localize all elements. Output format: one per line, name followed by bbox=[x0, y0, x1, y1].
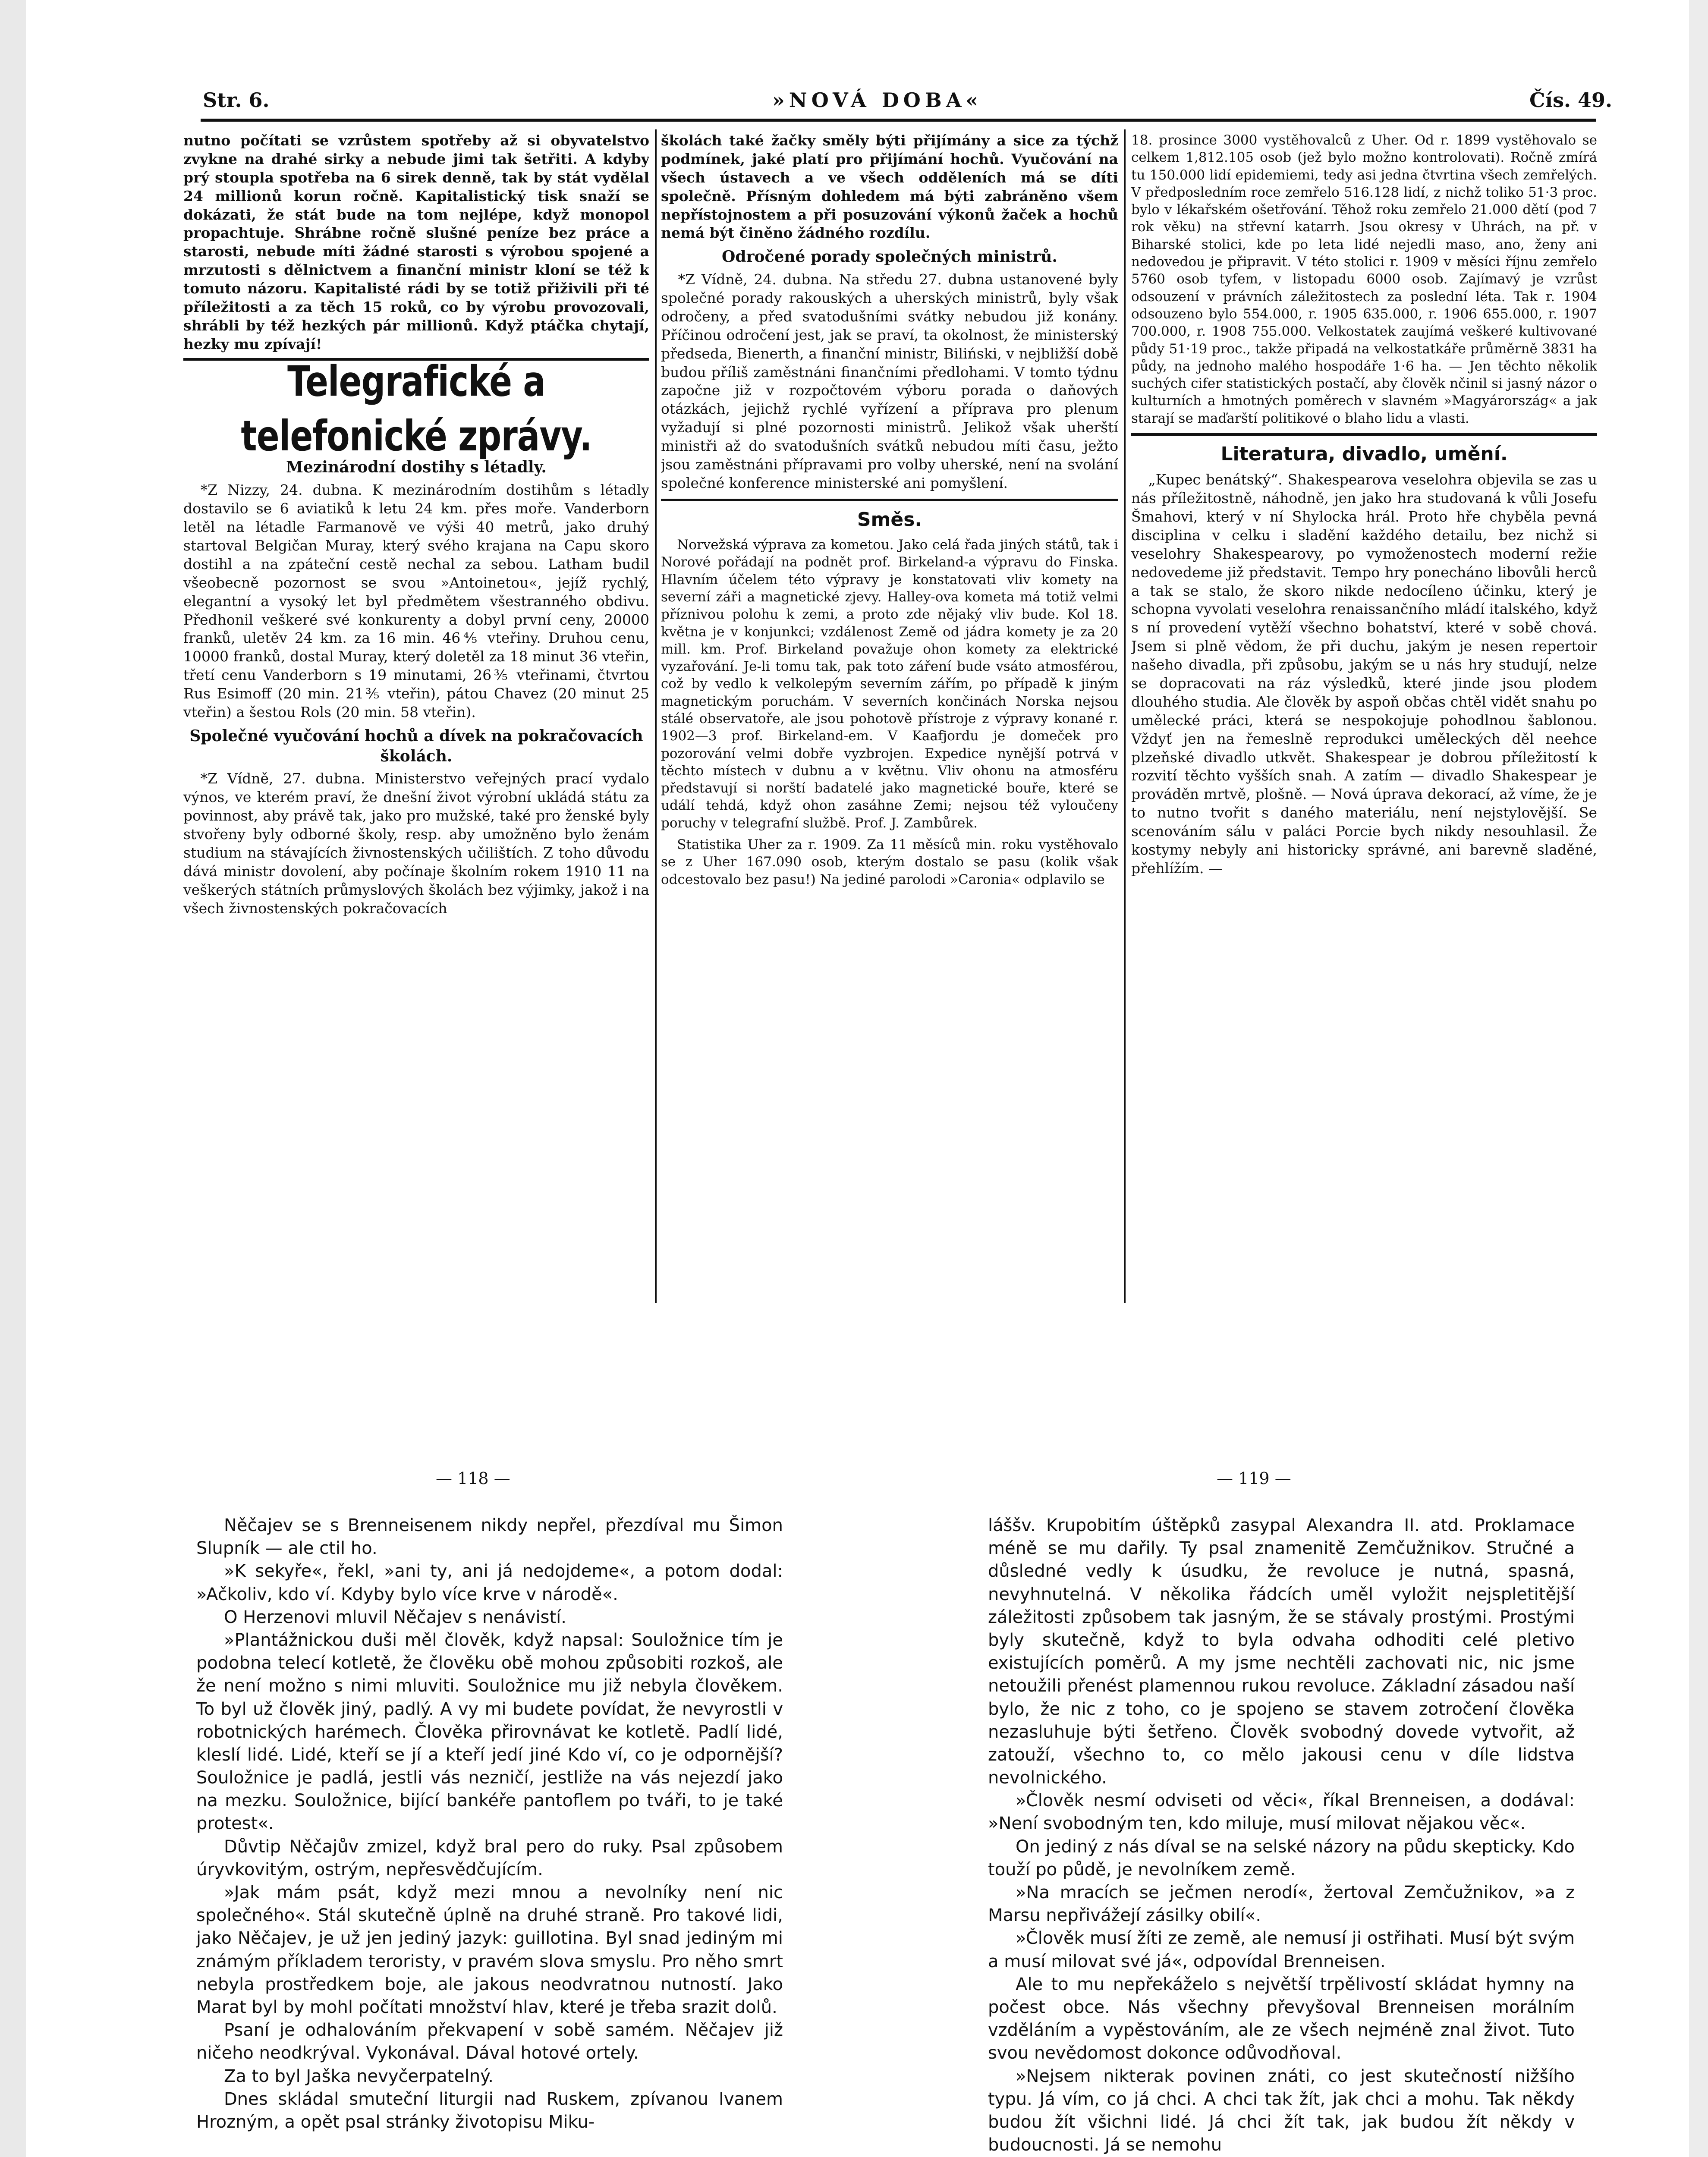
page-label: Str. 6. bbox=[203, 88, 270, 112]
column-1 bbox=[183, 132, 649, 1305]
novel-right-paragraph: »Člověk nesmí odviseti od věci«, říkal Brenneisen, a dodával: »Není svobodným ten, kdo miluje, musí milovat nějakou věc«. bbox=[988, 1791, 1575, 1834]
col2-subheading-1: Odročené porady společných ministrů. bbox=[722, 248, 1057, 266]
section-rule-2 bbox=[661, 499, 1118, 501]
col3-paragraph-2: „Kupec benátský“. Shakespearova veselohra objevila se zas u nás příležitostně, náhodně, jen jako hra studovaná k vůli Josefu Šmahovi, který v ní Shylocka hrál. Proto hře chyběla pevná disciplina v celku i sladění každého detailu, bez nichž si veselohry Shakespearovy, po vymoženostech moderní režie nedovedeme již představit. Tempo hry ponecháno libovůli herců a tak se stalo, že skoro nikde nedocíleno účinku, který je schopna vyvolati veselohra renaissančního mládí italského, když s ní provedení vytěží všechno bohatství, které v sobě chová. Jsem si plně vědom, že při duchu, jakým je nesen repertoir našeho divadla, při způsobu, jakým se u nás hry studují, nelze se dopracovati na ráz výsledků, které jinde jsou plodem dlouhého studia. Ale člověk by aspoň občas chtěl vidět snahu po umělecké práci, která se nespokojuje pohodlnou šablonou. Vždyť jen na řemeslně reprodukci uměleckých děl neehce plzeňské divadlo utkvět. Shakespear je dobrou příležitostí k rozvití těchto vyšších snah. A zatím — divadlo Shakespear je prováděn mrtvě, plošně. — Nová úprava dekorací, až víme, že je to nutno tvořit s daného materiálu, není nejstylovější. Se scenováním sálu v paláci Porcie bych nikdy nesouhlasil. Že kostymy nebyly ani historicky správné, ani barevně sladěné, přehlížím. — bbox=[1131, 471, 1597, 877]
novel-left-paragraph: Něčajev se s Brenneisenem nikdy nepřel, přezdíval mu Šimon Slupník — ale ctil ho. bbox=[196, 1516, 783, 1559]
scan-left-margin bbox=[0, 0, 26, 2157]
novel-left-paragraph: »Plantážnickou duši měl člověk, když napsal: Souložnice tím je podobna telecí kotletě, že člověku obě mohou způsobiti rozkoš, ale že není možno s nimi mluviti. Souložnice mu již nebyla člověkem. To byl už člověk jiný, padlý. A vy mi budete povídat, že nevyrostli v robotnických harémech. Člověka přirovnávat ke kotletě. Padlí lidé, kleslí lidé. Lidé, kteří se jí a kteří jedí jiné Kdo ví, co je odpornější? Souložnice je padlá, jestli vás nezničí, jestliže na vás nejezdí jako na mezku. Souložnice, bijící bankéře pantoflem po tváři, to je také protest«. bbox=[196, 1630, 783, 1834]
novel-right-paragraph: »Na mracích se ječmen nerodí«, žertoval Zemčužnikov, »a z Marsu nepřivážejí zásilky obilí«. bbox=[988, 1883, 1575, 1926]
col3-paragraph-1: 18. prosince 3000 vystěhovalců z Uher. Od r. 1899 vystěhovalo se celkem 1,812.105 osob (jež bylo možno kontrolovati). Ročně zmírá tu 150.000 lidí epidemiemi, tedy asi jedna čtvrtina všech zemřelých. V předposledním roce zemřelo 516.128 lidí, z nichž toliko 51·3 proc. bylo v lékařském ošetřování. Těhož roku zemřelo 21.000 dětí (pod 7 rok věku) na střevní katarrh. Jsou okresy v Uhrách, na př. v Biharské stolici, kde po leta lidé nejedli maso, ano, ženy ani nedovedou je připravit. V této stolici r. 1909 v měsíci říjnu zemřelo 5760 osob tyfem, v listopadu 6000 osob. Zajímavý je vzrůst odsouzení v právních záležitostech za poslední léta. Tak r. 1904 odsouzeno bylo 554.000, r. 1905 635.000, r. 1906 655.000, r. 1907 700.000, r. 1908 755.000. Velkostatek zaujímá veškeré kultivované půdy 51·19 proc., takže připadá na velkostatkáře průměrně 3831 ha půdy, na jednoho malého hospodáře 1·6 ha. — Jen těchto několik suchých cifer statistických postačí, aby člověk nčinil si jasný názor o kulturních a hmotných poměrech v slavném »Magyárország« a jak starají se maďarští politikové o blaho lidu a vlasti. bbox=[1131, 132, 1597, 426]
col1-paragraph-1: nutno počítati se vzrůstem spotřeby až si obyvatelstvo zvykne na drahé sirky a nebude jimi tak šetřiti. A kdyby prý stoupla spotřeba na 6 sirek denně, tak by stát vydělal 24 millionů korun ročně. Kapitalistický tisk snaží se dokázati, že stát bude na tom nejlépe, když monopol propachtuje. Shrábne ročně slušné peníze bez práce a starosti, nebude míti žádné starosti s výrobou spojené a mrzutosti s dělnictvem a finanční ministr kloní se též k tomuto názoru. Kapitalisté rádi by se totiž přiživili při té příležitosti a za těch 15 roků, co by výrobu provozovali, shrábli by též hezkých pár millionů. Když ptáčka chytají, hezky mu zpívají! bbox=[183, 132, 649, 352]
novel-right-paragraph: Ale to mu nepřekáželo s největší trpělivostí skládat hymny na počest obce. Nás všechny převyšoval Brenneisen morálním vzděláním a vypěstováním, ale ze všech nejméně znal život. Tuto svou nevědomost dokonce odůvodňoval. bbox=[988, 1974, 1575, 2063]
section-rule-3 bbox=[1131, 433, 1597, 436]
novel-right-paragraph: »Člověk musí žíti ze země, ale nemusí ji ostřihati. Musí být svým a musí milovat své já«, odpovídal Brenneisen. bbox=[988, 1928, 1575, 1971]
literature-heading: Literatura, divadlo, umění. bbox=[1220, 443, 1508, 465]
col2-paragraph-2: *Z Vídně, 24. dubna. Na středu 27. dubna ustanovené byly společné porady rakouských a uherských ministrů, byly však odročeny, a před svatodušními svátky nebudou již konány. Příčinou odročení jest, jak se praví, ta okolnost, že ministerský předseda, Bienerth, a finanční ministr, Biliński, v nejbližší době budou příliš zaměstnáni finančními předlohami. V tomto týdnu započne již v rozpočtovém výboru porada o daňových otázkách, jejichž rychlé vyřízení a příprava pro plenum vyžadují si plné pozornosti ministrů. Jelikož však uherští ministři až do svatodušních svátků nebudou míti času, ježto jsou zaměstnáni přípravami pro volby uherské, není na svolání společné konference ministerské ani pomyšlení. bbox=[661, 271, 1118, 491]
novel-right-paragraph: láššv. Krupobitím úštěpků zasypal Alexandra II. atd. Proklamace méně se mu dařily. Ty psal znamenitě Zemčužnikov. Stručné a důsledné vedly k úsudku, že revoluce je nutná, spasná, nevyhnutelná. V několika řádcích uměl vyložit nejspletitější záležitosti způsobem tak jasným, že se stávaly prostými. Prostými byly skutečně, když to byla odvaha odhoditi celé pletivo existujících poměrů. A my jsme nechtěli zachovati nic, nic jsme netoužili přenést plamennou rukou revoluce. Základní zásadou naší bylo, že nic z toho, co je spojeno se stavem zotročení člověka nezasluhuje býti šetřeno. Člověk svobodný dovede vytvořit, až zatouží, všechno to, co mělo jakousi cenu v díle lidstva nevolnického. bbox=[988, 1516, 1575, 1788]
left-page-number: — 118 — bbox=[436, 1469, 510, 1488]
col1-subheading-1: Mezinárodní dostihy s létadly. bbox=[286, 458, 547, 477]
scan-right-margin bbox=[1689, 0, 1708, 2157]
novel-right-page bbox=[988, 1514, 1575, 2157]
smes-heading: Směs. bbox=[857, 508, 922, 531]
column-divider-2 bbox=[1124, 129, 1126, 1303]
novel-left-paragraph: »K sekyře«, řekl, »ani ty, ani já nedojdeme«, a potom dodal: »Ačkoliv, kdo ví. Kdyby bylo více krve v národě«. bbox=[196, 1561, 783, 1604]
newspaper-title: »NOVÁ DOBA« bbox=[772, 88, 983, 112]
column-2 bbox=[661, 132, 1118, 1305]
novel-left-paragraph: Důvtip Něčajův zmizel, když bral pero do ruky. Psal způsobem úryvkovitým, ostrým, nepřesvědčujícím. bbox=[196, 1836, 783, 1880]
col2-paragraph-1: školách také žačky směly býti přijímány a sice za týchž podmínek, jaké platí pro přijímání hochů. Vyučování na všech ústavech a ve všech odděleních má se díti společně. Přísným dohledem má býti zabráněno všem nepřístojnostem a při posuzování výkonů žaček a hochů nemá být činěno žádného rozdílu. bbox=[661, 132, 1118, 242]
novel-left-paragraph: Za to byl Jaška nevyčerpatelný. bbox=[224, 2066, 494, 2086]
novel-left-paragraph: »Jak mám psát, když mezi mnou a nevolníky není nic společného«. Stál skutečně úplně na druhé straně. Pro takové lidi, jako Něčajev, je už jen jediný jazyk: guillotina. Byl snad jediným mi známým příkladem teroristy, v pravém slova smyslu. Pro něho smrt nebyla prostředkem boje, ale jakous neodvratnou nutností. Jako Marat byl by mohl počítati množství hlav, které je třeba srazit dolů. bbox=[196, 1883, 783, 2017]
column-divider-1 bbox=[655, 129, 657, 1303]
right-page-number: — 119 — bbox=[1217, 1469, 1291, 1488]
novel-left-paragraph: Psaní je odhalováním překvapení v sobě samém. Něčajev již ničeho neodkrýval. Vykonával. Dával hotové ortely. bbox=[196, 2020, 783, 2063]
col1-paragraph-3: *Z Vídně, 27. dubna. Ministerstvo veřejných prací vydalo výnos, ve kterém praví, že dnešní život výrobní ukládá státu za povinnost, aby právě tak, jako pro mužské, také pro ženské byly stvořeny byly odborné školy, resp. aby umožněno bylo ženám studium na stávajících živnostenských učilištích. Z toho důvodu dává ministr dovolení, aby počínaje školním rokem 1910 11 na veškerých státních průmyslových školách bez výjimky, jakož i na všech živnostenských pokračovacích bbox=[183, 770, 649, 917]
col2-paragraph-4: Statistika Uher za r. 1909. Za 11 měsíců min. roku vystěhovalo se z Uher 167.090 osob, kterým dostalo se pasu (kolik však odcestovalo bez pasu!) Na jediné parolodi »Caronia« odplavilo se bbox=[661, 837, 1118, 887]
col1-paragraph-2: *Z Nizzy, 24. dubna. K mezinárodním dostihům s létadly dostavilo se 6 aviatiků k letu 24 km. přes moře. Vanderborn letěl na létadle Farmanově ve výši 40 metrů, jako druhý startoval Belgičan Muray, který svého krajana na Capu skoro dostihl a na zpáteční cestě nechal za sebou. Latham budil všeobecně pozornost se svou »Antoinetou«, jejíž rychlý, elegantní a vysoký let byl předmětem všestranného obdivu. Předhonil veškeré své konkurenty a dobyl první ceny, 20000 franků, uletěv 24 km. za 16 min. 46⅘ vteřiny. Druhou cenu, 10000 franků, dostal Muray, který doletěl za 18 minut 36 vteřin, třetí cenu Vanderborn s 19 minutami, 26⅗ vteřinami, čtvrtou Rus Esimoff (20 min. 21⅗ vteřin), pátou Chavez (20 minut 25 vteřin) a šestou Rols (20 min. 58 vteřin). bbox=[183, 481, 649, 720]
novel-left-paragraph: O Herzenovi mluvil Něčajev s nenávistí. bbox=[224, 1607, 566, 1627]
novel-right-paragraph: »Nejsem nikterak povinen znáti, co jest skutečností nižšího typu. Já vím, co já chci. A chci tak žít, jak chci a mohu. Tak někdy budou žít všichni lidé. Já chci žít tak, jak budou žít někdy v budoucnosti. Já se nemohu bbox=[988, 2066, 1575, 2155]
issue-label: Čís. 49. bbox=[1529, 88, 1613, 112]
novel-left-page bbox=[196, 1514, 783, 2157]
novel-right-paragraph: On jediný z nás díval se na selské názory na půdu skepticky. Kdo touží po půdě, je nevolníkem země. bbox=[988, 1836, 1575, 1880]
col1-subheading-2: Společné vyučování hochů a dívek na pokračovacích školách. bbox=[189, 726, 643, 765]
telegraph-heading: Telegrafické a telefonické zprávy. bbox=[241, 357, 592, 461]
col2-paragraph-3: Norvežská výprava za kometou. Jako celá řada jiných států, tak i Norové pořádají na podnět prof. Birkeland-a výpravu do Finska. Hlavním účelem této výpravy je konstatovati vliv komety na severní záři a magnetické zjevy. Halley-ova kometa má totiž velmi příznivou polohu k zemi, a proto zde nějaký vliv bude. Kol 18. května je v konjunkci; vzdálenost Země od jádra komety je za 20 mill. km. Prof. Birkeland považuje ohon komety za elektrické vyzařování. Je-li tomu tak, pak toto záření bude vsáto atmosférou, což by vedlo k velkolepým severním zářím, po případě k jiným magnetickým poruchám. V severních končinách Norska nejsou stálé observatoře, ale jsou pohotově přístroje z výpravy konané r. 1902—3 prof. Birkeland-em. V Kaafjordu je domeček pro pozorování velmi dobře vyzbrojen. Expedice nynější potrvá v těchto místech v dubnu a v květnu. Vliv ohonu na atmosféru představují si norští badatelé jako magnetické bouře, které se událí tehdá, když ohon zasáhne Zemi; nejsou též vyloučeny poruchy v telegrafní službě. Prof. J. Zambůrek. bbox=[661, 537, 1118, 831]
column-3 bbox=[1131, 132, 1597, 1305]
novel-left-paragraph: Dnes skládal smuteční liturgii nad Ruskem, zpívanou Ivanem Hrozným, a opět psal stránky životopisu Miku- bbox=[196, 2089, 783, 2132]
header-rule bbox=[201, 119, 1596, 122]
